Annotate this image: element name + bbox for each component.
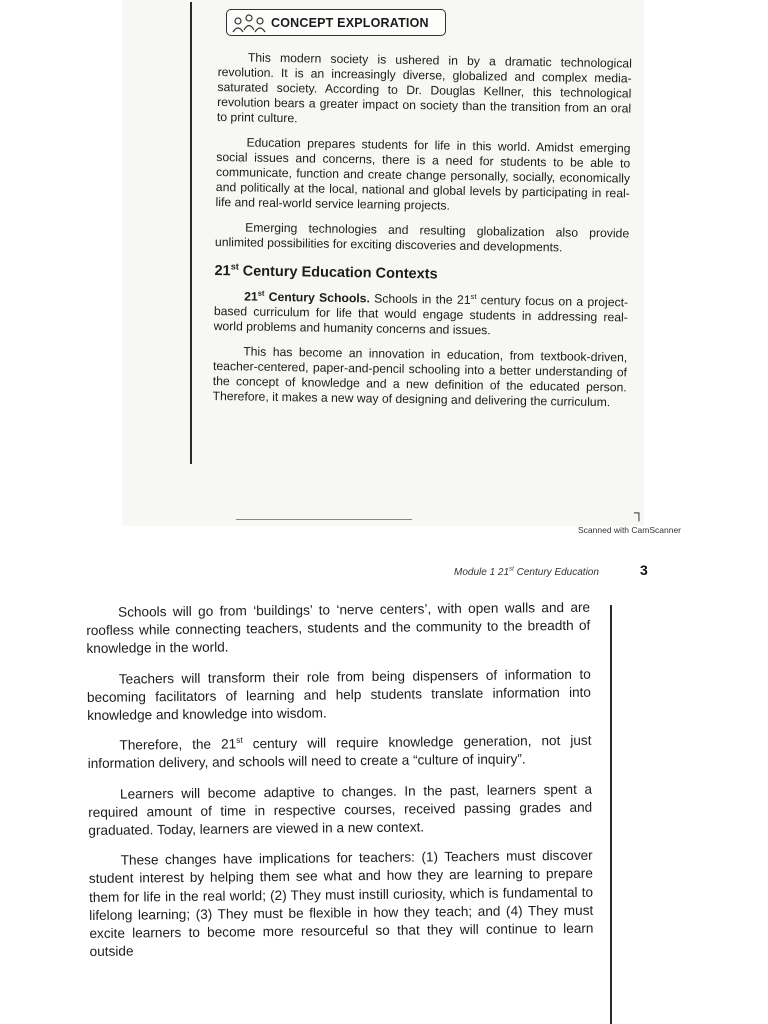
section-title: CONCEPT EXPLORATION — [271, 15, 429, 30]
margin-rule-top — [190, 2, 192, 464]
paragraph: Schools will go from ‘buildings’ to ‘nerve centers’, with open walls and are roofless while connecting teachers, students and the community to the breadth of knowledge in the world. — [86, 599, 591, 657]
paragraph: This modern society is ushered in by a dramatic technological revolution. It is an increasingly diverse, globalized and complex media-saturated society. According to Dr. Douglas Kellner, this technological revolution bears a greater impact on society than the transition from an oral to print culture. — [216, 50, 632, 126]
paragraph: Emerging technologies and resulting globalization also provide unlimited possibilities for exciting discoveries and developments. — [214, 220, 630, 255]
page-corner-mark: ┐ — [634, 504, 644, 520]
scanner-watermark: Scanned with CamScanner — [578, 525, 682, 535]
paragraph: This has become an innovation in education, from textbook-driven, teacher-centered, paper-and-pencil schooling into a better understanding of the concept of knowledge and a new definition of the educated person. Therefore, it makes a new way of designing and delivering the curriculum. — [212, 344, 628, 410]
section-heading: 21st Century Education Contexts — [214, 261, 438, 283]
people-group-icon — [227, 10, 271, 35]
top-body-text — [212, 50, 632, 420]
paragraph: Therefore, the 21st century will require knowledge generation, not just information delivery, and schools will need to create a “culture of inquiry”. — [87, 732, 592, 772]
concept-exploration-badge — [226, 9, 446, 36]
paragraph: Teachers will transform their role from being dispensers of information to becoming facilitators of learning and help students translate information into knowledge and knowledge into wisdom. — [86, 666, 592, 724]
page-number: 3 — [640, 562, 648, 578]
margin-rule-bottom — [610, 605, 612, 1024]
bottom-body-text — [86, 599, 594, 974]
paragraph: These changes have implications for teachers: (1) Teachers must discover student interest by helping them see what and how they are learning to prepare them for life in the real world; (2) They must instill curiosity, which is fundamental to lifelong learning; (3) They must be flexible in how they teach; and (4) They must excite learners to become more resourceful so that they will continue to learn outside — [88, 847, 594, 960]
paragraph: Education prepares students for life in this world. Amidst emerging social issues and concerns, there is a need for students to be able to communicate, function and create change personally, socially, economically and politically at the local, national and global levels by participating in real-life and real-world service learning projects. — [215, 135, 631, 213]
page-edge-line — [236, 519, 412, 520]
run-in-heading: 21st Century Schools. — [244, 288, 371, 306]
running-head: Module 1 21st Century Education — [454, 565, 599, 578]
paragraph: 21st Century Schools. Schools in the 21st century focus on a project-based curriculum for life that would engage students in addressing real-world problems and humanity concerns and issues. — [213, 288, 629, 338]
paragraph: Learners will become adaptive to changes. In the past, learners spent a required amount of time in respective courses, received passing grades and graduated. Today, learners are viewed in a new context. — [88, 781, 593, 839]
